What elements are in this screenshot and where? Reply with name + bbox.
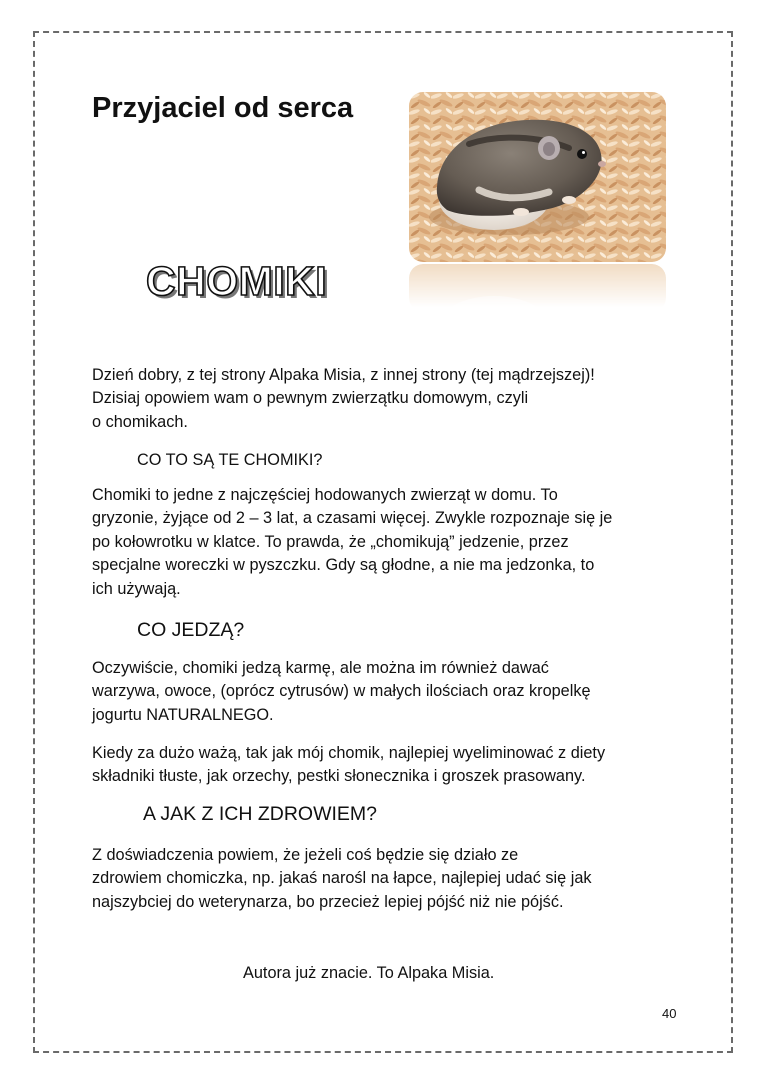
body-paragraph: Oczywiście, chomiki jedzą karmę, ale można im również dawać warzywa, owoce, (oprócz cytrusów) w małych ilościach oraz kropelkę jogurtu NATURALNEGO. (92, 659, 591, 724)
section-heading: CO JEDZĄ? (137, 619, 245, 641)
signature: Autora już znacie. To Alpaka Misia. (243, 964, 495, 982)
body-paragraph: Kiedy za dużo ważą, tak jak mój chomik, najlepiej wyeliminować z diety składniki tłuste, jak orzechy, pestki słonecznika i groszek prasowany. (92, 744, 606, 786)
section-heading: A JAK Z ICH ZDROWIEM? (143, 803, 378, 825)
hamster-photo (409, 92, 666, 262)
section-title: Przyjaciel od serca (92, 92, 354, 124)
photo-reflection (409, 264, 666, 312)
body-paragraph: Chomiki to jedne z najczęściej hodowanych zwierząt w domu. To gryzonie, żyjące od 2 – 3 lat, a czasami więcej. Zwykle rozpoznaje się je po kołowrotku w klatce. To prawda, że „chomikują” jedzenie, przez specjalne woreczki w pyszczku. Gdy są głodne, a nie ma jedzonka, to ich używają. (92, 486, 613, 598)
intro-paragraph: Dzień dobry, z tej strony Alpaka Misia, z innej strony (tej mądrzejszej)! Dzisiaj opowiem wam o pewnym zwierzątku domowym, czyli o chomikach. (92, 366, 595, 431)
main-title: CHOMIKI (146, 258, 328, 304)
section-heading: CO TO SĄ TE CHOMIKI? (137, 451, 323, 469)
page-number: 40 (662, 1006, 677, 1021)
body-paragraph: Z doświadczenia powiem, że jeżeli coś będzie się działo ze zdrowiem chomiczka, np. jakaś narośl na łapce, najlepiej udać się jak najszybciej do weterynarza, bo przecież lepiej pójść niż nie pójść. (92, 846, 592, 911)
